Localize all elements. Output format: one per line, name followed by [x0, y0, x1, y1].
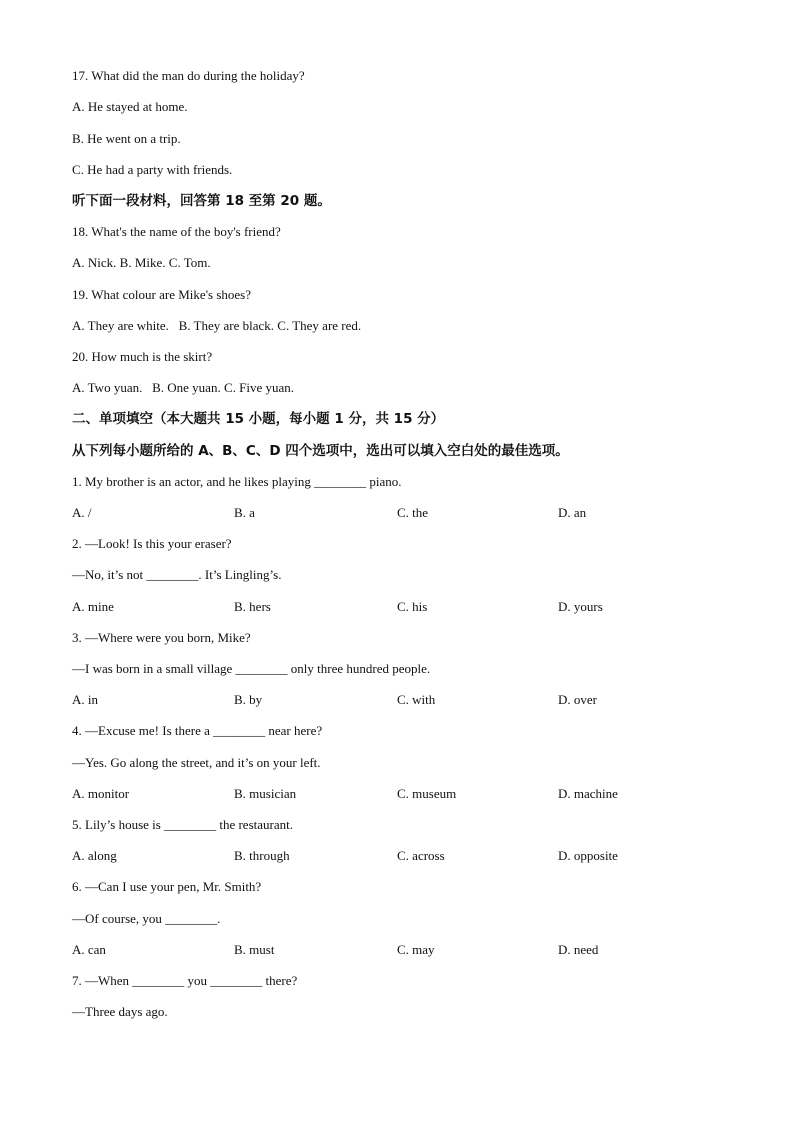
- option-b: B. must: [234, 942, 275, 957]
- item-4-reply: —Yes. Go along the street, and it’s on your left.: [72, 755, 321, 770]
- option-a: A. /: [72, 505, 92, 520]
- question-17-option-c: C. He had a party with friends.: [72, 162, 233, 177]
- section-2-instruction: 从下列每小题所给的 A、B、C、D 四个选项中，选出可以填入空白处的最佳选项。: [72, 443, 569, 459]
- option-c: C. may: [397, 942, 435, 957]
- question-17-option-a: A. He stayed at home.: [72, 99, 188, 114]
- option-c: C. his: [397, 599, 428, 614]
- option-d: D. machine: [558, 786, 618, 801]
- option-b: B. musician: [234, 786, 297, 801]
- option-d: D. over: [558, 692, 597, 707]
- question-20: 20. How much is the skirt?: [72, 349, 213, 364]
- item-6-reply: —Of course, you ________.: [72, 911, 221, 926]
- option-b: B. through: [234, 848, 290, 863]
- question-19-options: A. They are white. B. They are black. C. They are red.: [72, 318, 362, 333]
- option-c: C. across: [397, 848, 445, 863]
- item-6-stem: 6. —Can I use your pen, Mr. Smith?: [72, 879, 262, 894]
- option-a: A. mine: [72, 599, 114, 614]
- question-20-options: A. Two yuan. B. One yuan. C. Five yuan.: [72, 380, 294, 395]
- item-7-reply: —Three days ago.: [72, 1004, 168, 1019]
- option-c: C. museum: [397, 786, 457, 801]
- option-b: B. by: [234, 692, 263, 707]
- item-3-options: [72, 692, 752, 708]
- question-18-options: A. Nick. B. Mike. C. Tom.: [72, 255, 211, 270]
- option-d: D. yours: [558, 599, 603, 614]
- item-7-stem: 7. —When ________ you ________ there?: [72, 973, 298, 988]
- item-5-stem: 5. Lily’s house is ________ the restaurant.: [72, 817, 293, 832]
- question-19: 19. What colour are Mike's shoes?: [72, 287, 251, 302]
- option-d: D. opposite: [558, 848, 618, 863]
- item-4-stem: 4. —Excuse me! Is there a ________ near here?: [72, 723, 323, 738]
- item-5-options: [72, 848, 752, 864]
- option-d: D. an: [558, 505, 587, 520]
- option-b: B. hers: [234, 599, 271, 614]
- item-6-options: [72, 942, 752, 958]
- question-17: 17. What did the man do during the holiday?: [72, 68, 305, 83]
- listening-instruction: 听下面一段材料，回答第 18 至第 20 题。: [72, 193, 331, 209]
- item-1-options: [72, 505, 752, 521]
- option-b: B. a: [234, 505, 255, 520]
- option-a: A. can: [72, 942, 106, 957]
- question-18: 18. What's the name of the boy's friend?: [72, 224, 281, 239]
- item-2-options: [72, 599, 752, 615]
- item-3-reply: —I was born in a small village ________ only three hundred people.: [72, 661, 431, 676]
- option-a: A. along: [72, 848, 117, 863]
- item-2-stem: 2. —Look! Is this your eraser?: [72, 536, 232, 551]
- item-1-stem: 1. My brother is an actor, and he likes playing ________ piano.: [72, 474, 402, 489]
- option-c: C. the: [397, 505, 429, 520]
- option-c: C. with: [397, 692, 436, 707]
- item-2-reply: —No, it’s not ________. It’s Lingling’s.: [72, 567, 282, 582]
- option-a: A. in: [72, 692, 98, 707]
- option-d: D. need: [558, 942, 599, 957]
- question-17-option-b: B. He went on a trip.: [72, 131, 181, 146]
- section-2-heading: 二、单项填空（本大题共 15 小题，每小题 1 分，共 15 分）: [72, 411, 445, 427]
- item-3-stem: 3. —Where were you born, Mike?: [72, 630, 251, 645]
- option-a: A. monitor: [72, 786, 130, 801]
- item-4-options: [72, 786, 752, 802]
